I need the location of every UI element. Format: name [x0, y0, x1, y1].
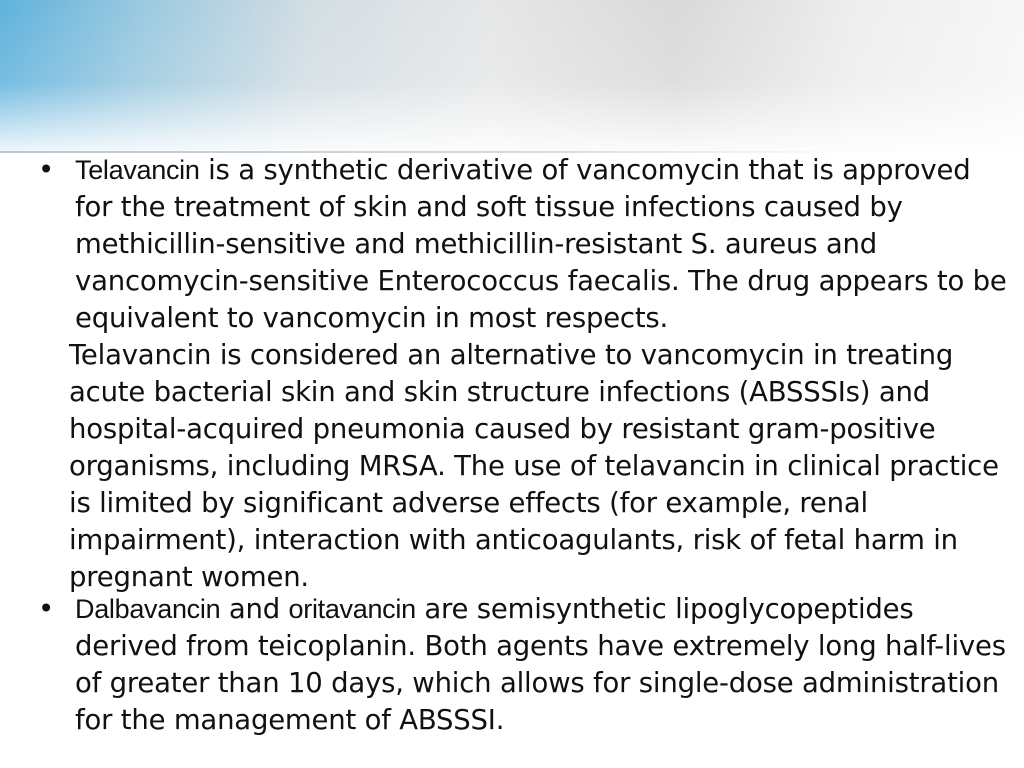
term-dalbavancin: Dalbavancin — [75, 594, 221, 624]
joiner-text: and — [220, 593, 289, 625]
term-oritavancin: oritavancin — [288, 594, 416, 624]
telavancin-description: is a synthetic derivative of vancomycin that is approved for the treatment of skin and soft tissue infections caused by methicillin-sensitive and methicillin-resistant S. aureus and vancomycin-sensitive Enterococcus faecalis. The drug appears to be equivalent to vancomycin in most respects. — [75, 154, 1007, 334]
dalbavancin-description: are semisynthetic lipoglycopeptides derived from teicoplanin. Both agents have extremely long half-lives of greater than 10 days, which allows for single-dose administration for the management of ABSSSI. — [75, 593, 1006, 736]
slide-body — [0, 150, 1024, 768]
bullet-text — [75, 591, 1015, 739]
bullet-text — [75, 152, 1015, 337]
term-telavancin: Telavancin — [75, 155, 200, 185]
bullet-continuation: Telavancin is considered an alternative to vancomycin in treating acute bacterial skin and skin structure infections (ABSSSIs) and hospital-acquired pneumonia caused by resistant gram-positive organisms, including MRSA. The use of telavancin in clinical practice is limited by significant adverse effects (for example, renal impairment), interaction with anticoagulants, risk of fetal harm in pregnant women. — [69, 339, 999, 593]
header-gradient-band — [0, 0, 1024, 152]
bullet-dot: • — [37, 154, 55, 186]
bullet-dot: • — [37, 593, 55, 625]
